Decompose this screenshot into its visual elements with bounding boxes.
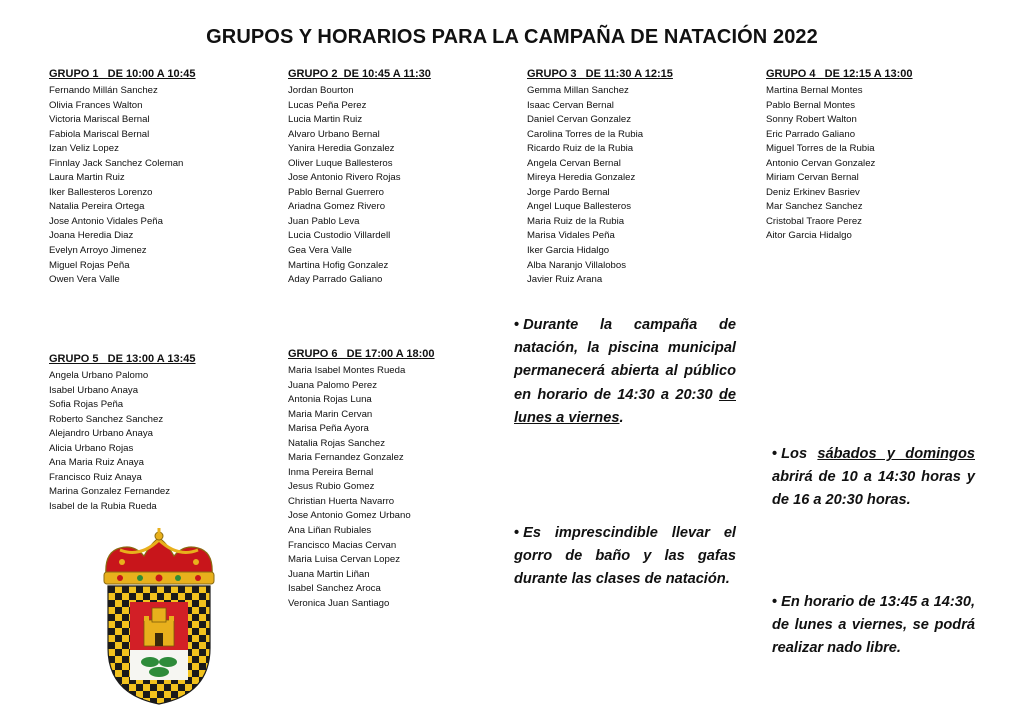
member-name: Jose Antonio Gomez Urbano	[288, 510, 411, 522]
member-name: Aitor Garcia Hidalgo	[766, 230, 852, 242]
member-name: Lucia Martin Ruiz	[288, 114, 363, 126]
group-5	[49, 352, 196, 514]
member-name: Angela Urbano Palomo	[49, 370, 149, 381]
member-name: Jose Antonio Vidales Peña	[49, 215, 163, 227]
member-name: Miguel Torres de la Rubia	[766, 143, 875, 155]
member-name: Iker Garcia Hidalgo	[527, 245, 610, 257]
member-name: Ariadna Gomez Rivero	[288, 201, 386, 213]
member-name: Izan Veliz Lopez	[49, 143, 119, 155]
member-name: Ana Maria Ruiz Anaya	[49, 457, 144, 469]
group-header: GRUPO 3 DE 11:30 A 12:15	[527, 68, 673, 80]
member-name: Isabel de la Rubia Rueda	[49, 500, 157, 512]
coat-of-arms-icon	[100, 528, 218, 708]
note-free-swim	[772, 591, 975, 661]
member-name: Gea Vera Valle	[288, 245, 352, 257]
member-name: Isabel Sanchez Aroca	[288, 583, 381, 595]
page-title: GRUPOS Y HORARIOS PARA LA CAMPAÑA DE NATACIÓN 2022	[206, 26, 818, 48]
note-pool-hours	[514, 314, 736, 430]
member-name: Francisco Macias Cervan	[288, 539, 397, 551]
note-text: abrirá de 10 a 14:30 horas y de 16 a 20:30 horas.	[772, 469, 975, 509]
member-name: Alvaro Urbano Bernal	[288, 128, 380, 140]
member-name: Evelyn Arroyo Jimenez	[49, 245, 147, 257]
member-name: Francisco Ruiz Anaya	[49, 471, 142, 483]
note-text: Es imprescindible llevar el gorro de baño y las gafas durante las clases de natación.	[514, 525, 736, 588]
group-header: GRUPO 4 DE 12:15 A 13:00	[766, 68, 913, 80]
member-name: Miguel Rojas Peña	[49, 259, 130, 271]
note-text: Durante la campaña de natación, la piscina municipal permanecerá abierta al público en horario de 14:30 a 20:30	[514, 317, 736, 403]
note-underlined: sábados y domingos	[817, 446, 976, 462]
note-text: En horario de 13:45 a 14:30, de lunes a viernes, se podrá realizar nado libre.	[772, 594, 975, 657]
member-name: Gemma Millan Sanchez	[527, 85, 629, 96]
group-header: GRUPO 5 DE 13:00 A 13:45	[49, 353, 196, 365]
member-name: Javier Ruiz Arana	[527, 274, 603, 286]
member-name: Maria Isabel Montes Rueda	[288, 365, 406, 376]
member-name: Daniel Cervan Gonzalez	[527, 114, 631, 126]
member-name: Angela Cervan Bernal	[527, 157, 621, 169]
note-equipment	[514, 522, 736, 592]
member-name: Finnlay Jack Sanchez Coleman	[49, 157, 184, 169]
member-list	[527, 84, 673, 288]
group-header: GRUPO 1 DE 10:00 A 10:45	[49, 68, 196, 80]
member-name: Roberto Sanchez Sanchez	[49, 413, 164, 425]
member-name: Maria Marin Cervan	[288, 408, 373, 420]
member-name: Aday Parrado Galiano	[288, 274, 383, 286]
member-name: Ricardo Ruiz de la Rubia	[527, 143, 634, 155]
group-1	[49, 67, 196, 288]
member-name: Isaac Cervan Bernal	[527, 99, 614, 111]
member-name: Fabiola Mariscal Bernal	[49, 128, 150, 140]
group-3	[527, 67, 673, 288]
member-name: Antonio Cervan Gonzalez	[766, 157, 876, 169]
member-name: Natalia Pereira Ortega	[49, 201, 145, 213]
member-name: Natalia Rojas Sanchez	[288, 437, 386, 449]
member-name: Marina Gonzalez Fernandez	[49, 486, 171, 498]
note-weekend	[772, 443, 975, 513]
member-name: Pablo Bernal Montes	[766, 99, 856, 111]
member-name: Inma Pereira Bernal	[288, 466, 374, 478]
group-header: GRUPO 2 DE 10:45 A 11:30	[288, 68, 431, 80]
member-name: Jose Antonio Rivero Rojas	[288, 172, 401, 184]
member-name: Iker Ballesteros Lorenzo	[49, 186, 153, 198]
member-name: Maria Luisa Cervan Lopez	[288, 554, 400, 566]
member-list	[49, 84, 196, 288]
member-name: Cristobal Traore Perez	[766, 215, 862, 227]
member-name: Owen Vera Valle	[49, 274, 120, 286]
member-name: Yanira Heredia Gonzalez	[288, 143, 395, 155]
member-name: Jesus Rubio Gomez	[288, 481, 375, 493]
member-list	[288, 84, 431, 288]
member-name: Alejandro Urbano Anaya	[49, 428, 154, 440]
member-name: Deniz Erkinev Basriev	[766, 186, 860, 198]
group-6	[288, 347, 435, 611]
member-name: Marisa Vidales Peña	[527, 230, 615, 242]
member-name: Victoria Mariscal Bernal	[49, 114, 150, 126]
member-name: Maria Ruiz de la Rubia	[527, 215, 625, 227]
member-name: Alicia Urbano Rojas	[49, 442, 134, 454]
member-name: Maria Fernandez Gonzalez	[288, 452, 404, 464]
bullet-icon: •	[772, 446, 778, 462]
member-name: Martina Bernal Montes	[766, 85, 863, 96]
member-name: Jorge Pardo Bernal	[527, 186, 610, 198]
member-name: Jordan Bourton	[288, 85, 354, 96]
member-list	[49, 369, 196, 514]
member-name: Juana Palomo Perez	[288, 379, 378, 391]
note-prefix: Los	[781, 446, 818, 462]
member-name: Mireya Heredia Gonzalez	[527, 172, 636, 184]
member-name: Marisa Peña Ayora	[288, 423, 369, 435]
member-name: Christian Huerta Navarro	[288, 495, 395, 507]
group-header: GRUPO 6 DE 17:00 A 18:00	[288, 348, 435, 360]
note-underlined: de lunes a viernes	[514, 386, 736, 426]
member-name: Veronica Juan Santiago	[288, 597, 390, 609]
member-name: Fernando Millán Sanchez	[49, 85, 158, 96]
member-name: Isabel Urbano Anaya	[49, 384, 139, 396]
member-name: Sofia Rojas Peña	[49, 399, 124, 411]
member-name: Joana Heredia Diaz	[49, 230, 134, 242]
member-name: Alba Naranjo Villalobos	[527, 259, 627, 271]
member-name: Antonia Rojas Luna	[288, 394, 372, 406]
group-2	[288, 67, 431, 288]
bullet-icon: •	[772, 594, 778, 610]
crown-icon	[104, 528, 214, 584]
note-end: .	[619, 409, 624, 426]
group-4	[766, 67, 913, 244]
bullet-icon: •	[514, 317, 520, 333]
member-list	[288, 364, 435, 611]
member-name: Carolina Torres de la Rubia	[527, 128, 644, 140]
member-name: Lucia Custodio Villardell	[288, 230, 391, 242]
member-name: Angel Luque Ballesteros	[527, 201, 632, 213]
member-name: Ana Liñan Rubiales	[288, 525, 372, 537]
member-list	[766, 84, 913, 244]
member-name: Oliver Luque Ballesteros	[288, 157, 393, 169]
member-name: Juan Pablo Leva	[288, 215, 360, 227]
member-name: Laura Martin Ruiz	[49, 172, 125, 184]
member-name: Lucas Peña Perez	[288, 99, 367, 111]
member-name: Sonny Robert Walton	[766, 114, 857, 126]
member-name: Juana Martin Liñan	[288, 568, 370, 580]
member-name: Eric Parrado Galiano	[766, 128, 856, 140]
member-name: Miriam Cervan Bernal	[766, 172, 859, 184]
member-name: Martina Hofig Gonzalez	[288, 259, 389, 271]
member-name: Mar Sanchez Sanchez	[766, 201, 863, 213]
member-name: Olivia Frances Walton	[49, 99, 143, 111]
member-name: Pablo Bernal Guerrero	[288, 186, 384, 198]
bullet-icon: •	[514, 525, 520, 541]
